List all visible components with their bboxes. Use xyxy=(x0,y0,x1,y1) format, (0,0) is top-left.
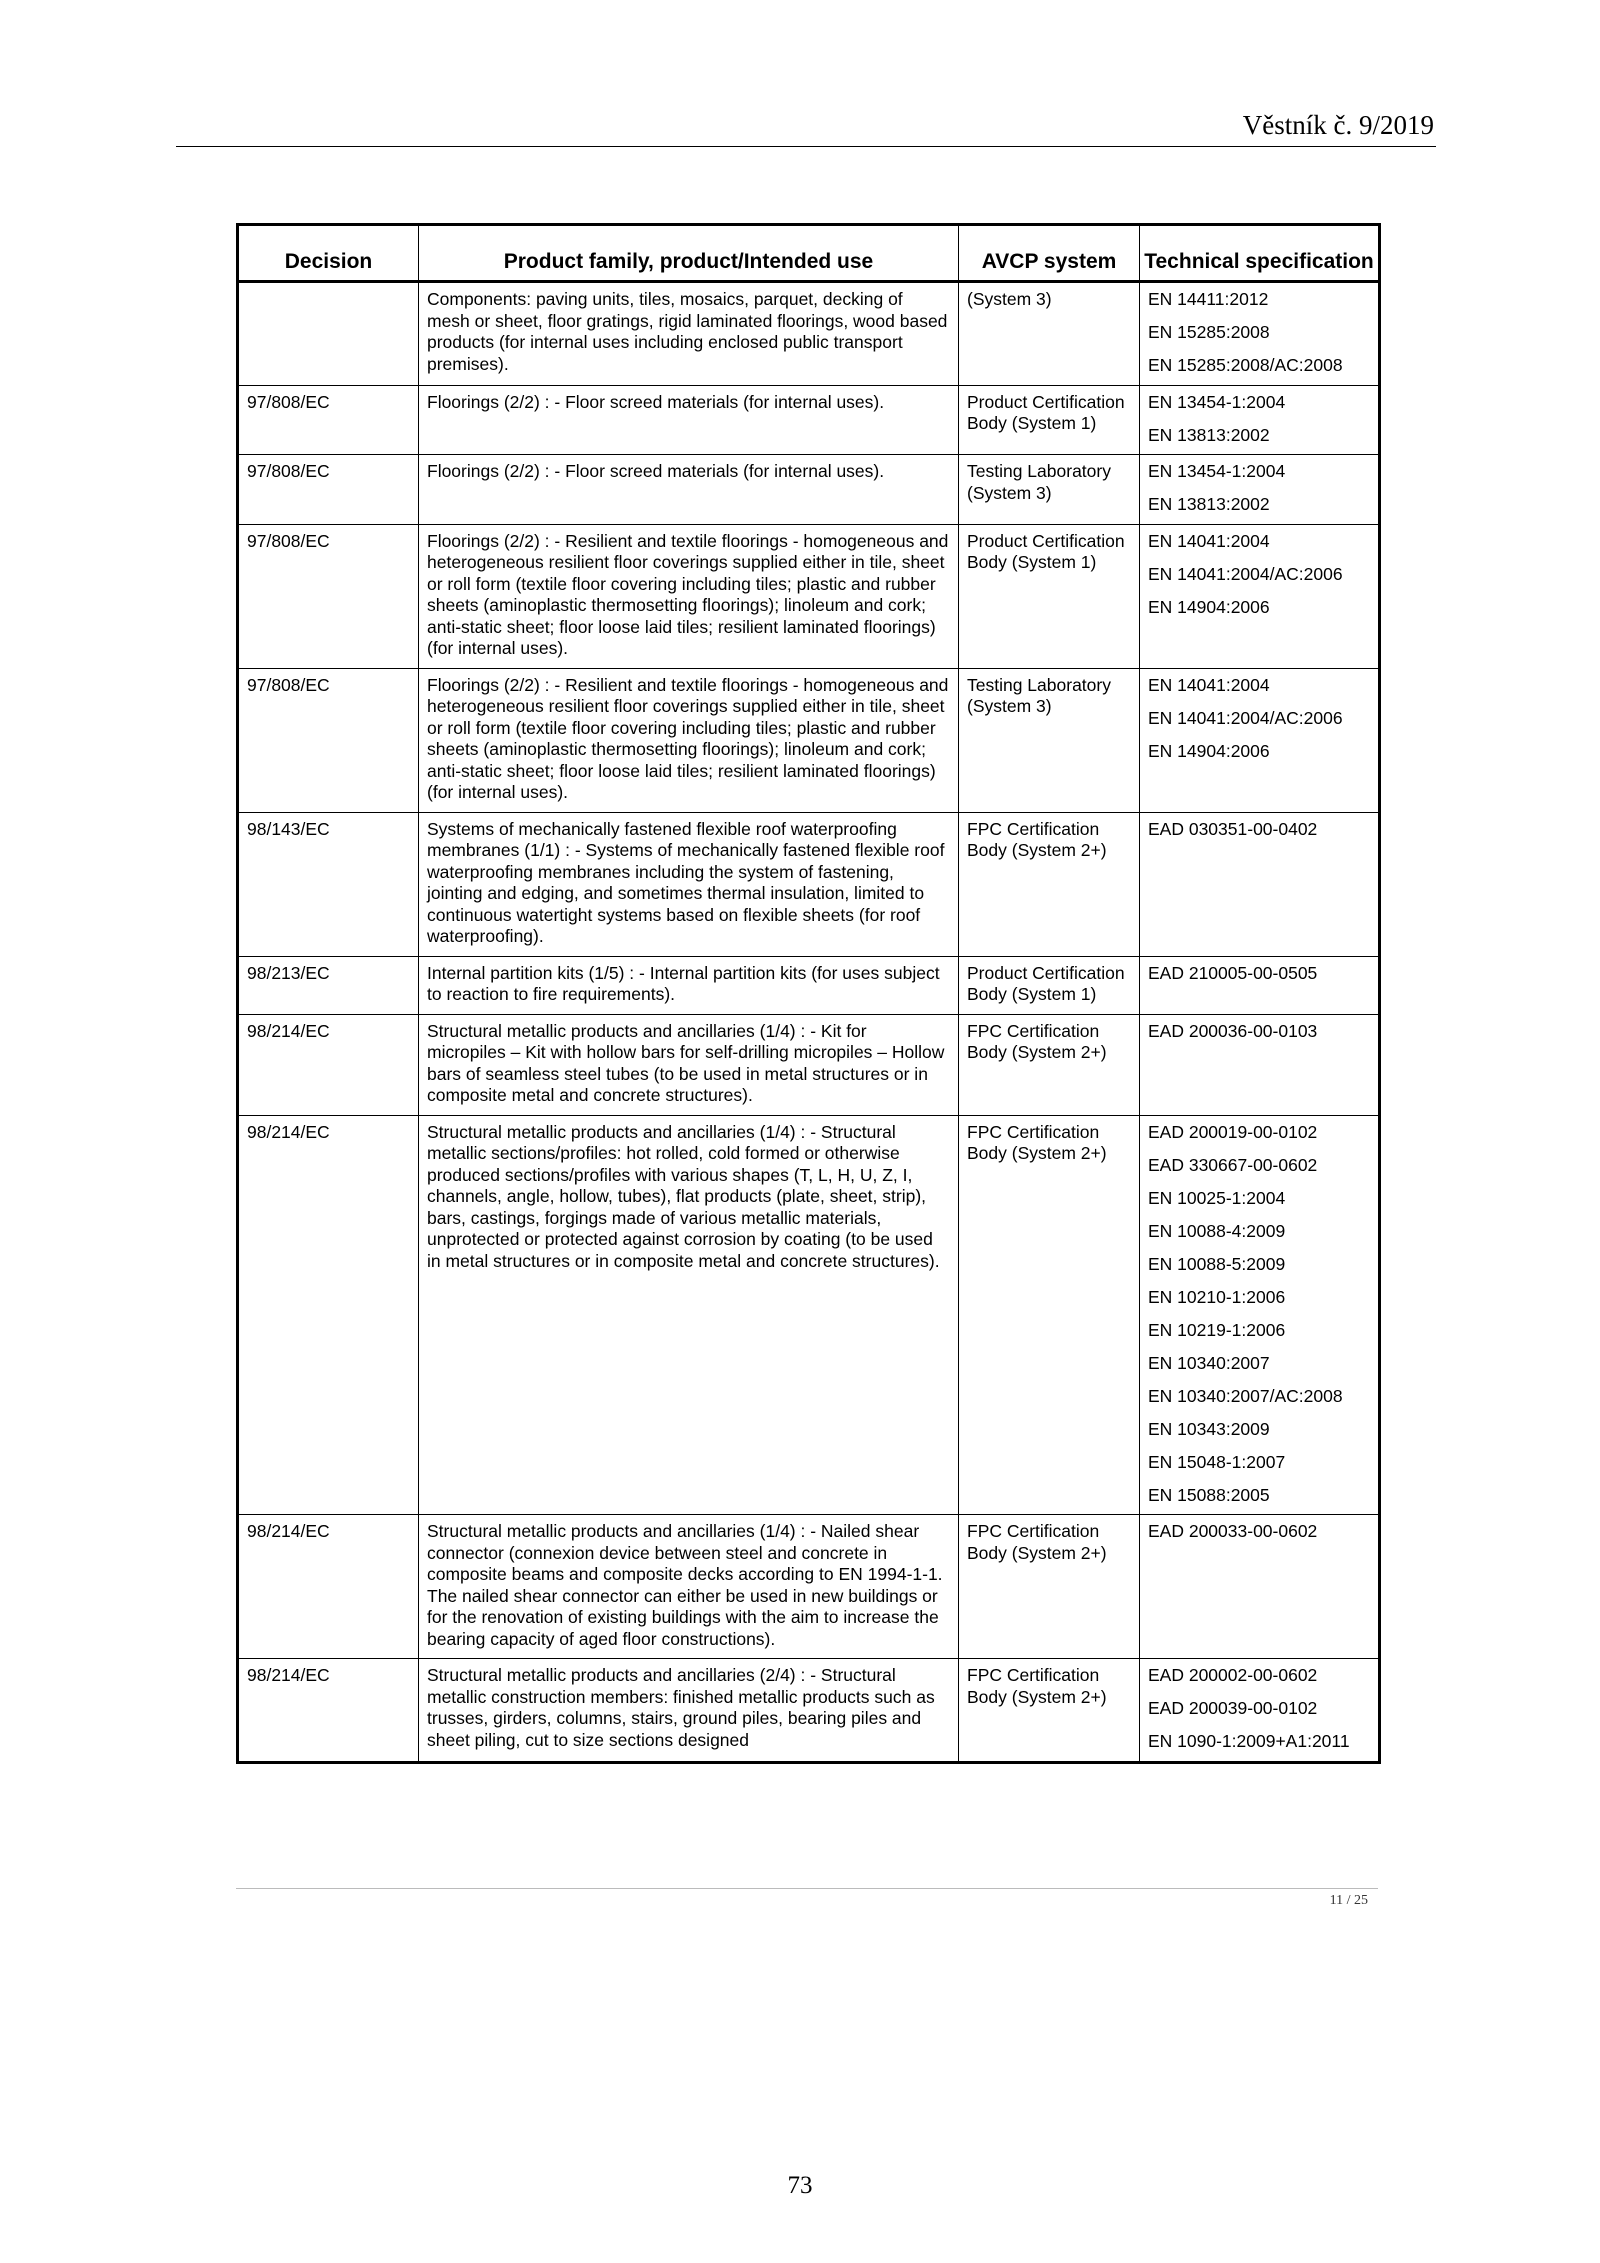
avcp-cell: FPC Certification Body (System 2+) xyxy=(959,1014,1140,1115)
specification-item: EN 13454-1:2004 xyxy=(1148,391,1286,412)
product-cell: Systems of mechanically fastened flexible roof waterproofing membranes (1/1) : - Systems of mechanically fastened flexible roof waterproofing membranes including the system of fastening, jointing and edging, and sometimes thermal insulation, limited to continuous watertight systems based on flexible sheets (for roof waterproofing). xyxy=(419,812,959,956)
specification-item: EN 10210-1:2006 xyxy=(1148,1286,1286,1307)
product-cell: Structural metallic products and ancillaries (2/4) : - Structural metallic construction members: finished metallic products such as trusses, girders, columns, stairs, ground piles, bearing piles and sheet piling, cut to size sections designed xyxy=(419,1659,959,1763)
specification-item: EN 15285:2008/AC:2008 xyxy=(1148,355,1343,375)
specification-item: EN 13454-1:2004 xyxy=(1148,461,1286,481)
table-row xyxy=(238,956,1380,1014)
specification-item: EN 10025-1:2004 xyxy=(1148,1187,1286,1208)
avcp-cell: Product Certification Body (System 1) xyxy=(959,385,1140,455)
specification-item: EN 10343:2009 xyxy=(1148,1418,1270,1439)
specification-cell xyxy=(1140,455,1380,525)
column-header-specification: Technical specification xyxy=(1140,225,1380,282)
table-row xyxy=(238,812,1380,956)
product-cell: Structural metallic products and ancillaries (1/4) : - Nailed shear connector (connexion device between steel and concrete in composite beams and composite decks according to EN 1994-1-1. The nailed shear connector can either be used in new buildings or for the renovation of existing buildings with the aim to increase the bearing capacity of aged floor constructions). xyxy=(419,1515,959,1659)
avcp-cell: Product Certification Body (System 1) xyxy=(959,524,1140,668)
table-row xyxy=(238,455,1380,525)
header-rule xyxy=(176,146,1436,147)
avcp-cell: Testing Laboratory (System 3) xyxy=(959,455,1140,525)
decision-cell: 98/214/EC xyxy=(238,1515,419,1659)
table-row xyxy=(238,524,1380,668)
specification-item: EN 14041:2004 xyxy=(1148,530,1270,551)
specification-cell xyxy=(1140,282,1380,386)
avcp-cell: Product Certification Body (System 1) xyxy=(959,956,1140,1014)
specification-item: EN 13813:2002 xyxy=(1148,424,1270,445)
specification-cell xyxy=(1140,668,1380,812)
product-cell: Floorings (2/2) : - Floor screed materials (for internal uses). xyxy=(419,455,959,525)
specification-item: EN 1090-1:2009+A1:2011 xyxy=(1148,1731,1350,1751)
product-cell: Structural metallic products and ancillaries (1/4) : - Structural metallic sections/profiles: hot rolled, cold formed or otherwise produced sections/profiles with various shapes (T, L, H, U, Z, I, channels, angle, hollow, tubes), flat products (plate, sheet, strip), bars, castings, forgings made of various metallic materials, unprotected or protected against corrosion by coating (to be used in metal structures or in composite metal and concrete structures). xyxy=(419,1115,959,1515)
column-header-decision: Decision xyxy=(238,225,419,282)
specification-cell xyxy=(1140,1014,1380,1115)
decision-cell: 97/808/EC xyxy=(238,668,419,812)
specification-item: EN 15285:2008 xyxy=(1148,322,1270,342)
specification-item: EN 10088-5:2009 xyxy=(1148,1253,1286,1274)
decision-cell: 97/808/EC xyxy=(238,455,419,525)
table-row xyxy=(238,1115,1380,1515)
decision-cell: 97/808/EC xyxy=(238,524,419,668)
avcp-cell: FPC Certification Body (System 2+) xyxy=(959,1115,1140,1515)
avcp-cell: FPC Certification Body (System 2+) xyxy=(959,1659,1140,1763)
table-header-row xyxy=(238,225,1380,282)
specification-item: EN 14904:2006 xyxy=(1148,596,1270,617)
page-counter: 11 / 25 xyxy=(1329,1893,1368,1908)
specification-cell xyxy=(1140,956,1380,1014)
table-row xyxy=(238,1014,1380,1115)
specification-cell xyxy=(1140,1115,1380,1515)
decision-cell: 98/214/EC xyxy=(238,1014,419,1115)
table-body xyxy=(238,282,1380,1763)
product-cell: Floorings (2/2) : - Resilient and textile floorings - homogeneous and heterogeneous resilient floor coverings supplied either in tile, sheet or roll form (textile floor covering including tiles; plastic and rubber sheets (aminoplastic thermosetting floorings); linoleum and cork; anti-static sheet; floor loose laid tiles; resilient laminated floorings) (for internal uses). xyxy=(419,524,959,668)
table-row xyxy=(238,668,1380,812)
specification-item: EN 10219-1:2006 xyxy=(1148,1319,1286,1340)
specification-item: EAD 200002-00-0602 xyxy=(1148,1665,1318,1685)
specification-item: EN 14041:2004/AC:2006 xyxy=(1148,707,1343,728)
decision-cell: 97/808/EC xyxy=(238,385,419,455)
specification-item: EAD 030351-00-0402 xyxy=(1148,818,1318,839)
journal-title: Věstník č. 9/2019 xyxy=(1242,110,1434,140)
product-cell: Components: paving units, tiles, mosaics, parquet, decking of mesh or sheet, floor gratings, rigid laminated floorings, wood based products (for internal uses including enclosed public transport premises). xyxy=(419,282,959,386)
specification-item: EN 14904:2006 xyxy=(1148,740,1270,761)
specification-table xyxy=(236,223,1381,1764)
product-cell: Internal partition kits (1/5) : - Internal partition kits (for uses subject to reaction to fire requirements). xyxy=(419,956,959,1014)
avcp-cell: FPC Certification Body (System 2+) xyxy=(959,1515,1140,1659)
specification-item: EN 13813:2002 xyxy=(1148,494,1270,514)
specification-item: EAD 200033-00-0602 xyxy=(1148,1521,1318,1541)
specification-cell xyxy=(1140,524,1380,668)
decision-cell: 98/214/EC xyxy=(238,1115,419,1515)
product-cell: Floorings (2/2) : - Floor screed materials (for internal uses). xyxy=(419,385,959,455)
specification-item: EAD 330667-00-0602 xyxy=(1148,1154,1318,1175)
specification-item: EN 10088-4:2009 xyxy=(1148,1220,1286,1241)
specification-item: EN 10340:2007 xyxy=(1148,1352,1270,1373)
avcp-cell: FPC Certification Body (System 2+) xyxy=(959,812,1140,956)
specification-cell xyxy=(1140,1515,1380,1659)
footer-rule xyxy=(236,1888,1378,1889)
specification-item: EN 14411:2012 xyxy=(1148,289,1269,309)
column-header-avcp: AVCP system xyxy=(959,225,1140,282)
avcp-cell: (System 3) xyxy=(959,282,1140,386)
column-header-product: Product family, product/Intended use xyxy=(419,225,959,282)
decision-cell: 98/214/EC xyxy=(238,1659,419,1763)
decision-cell: 98/143/EC xyxy=(238,812,419,956)
specification-item: EN 15048-1:2007 xyxy=(1148,1451,1286,1472)
specification-item: EN 15088:2005 xyxy=(1148,1484,1270,1505)
specification-item: EN 14041:2004/AC:2006 xyxy=(1148,563,1343,584)
specification-item: EAD 200019-00-0102 xyxy=(1148,1121,1318,1142)
product-cell: Structural metallic products and ancillaries (1/4) : - Kit for micropiles – Kit with hollow bars for self-drilling micropiles – Hollow bars of seamless steel tubes (to be used in metal structures or in composite metal and concrete structures). xyxy=(419,1014,959,1115)
table-row xyxy=(238,385,1380,455)
decision-cell: 98/213/EC xyxy=(238,956,419,1014)
specification-item: EAD 200036-00-0103 xyxy=(1148,1020,1318,1041)
table-row xyxy=(238,1515,1380,1659)
specification-cell xyxy=(1140,385,1380,455)
product-cell: Floorings (2/2) : - Resilient and textile floorings - homogeneous and heterogeneous resilient floor coverings supplied either in tile, sheet or roll form (textile floor covering including tiles; plastic and rubber sheets (aminoplastic thermosetting floorings); linoleum and cork; anti-static sheet; floor loose laid tiles; resilient laminated floorings) (for internal uses). xyxy=(419,668,959,812)
specification-item: EAD 200039-00-0102 xyxy=(1148,1698,1318,1718)
specification-item: EN 14041:2004 xyxy=(1148,674,1270,695)
table-row xyxy=(238,1659,1380,1763)
specification-cell xyxy=(1140,812,1380,956)
specification-item: EN 10340:2007/AC:2008 xyxy=(1148,1385,1343,1406)
specification-cell xyxy=(1140,1659,1380,1763)
page-number: 73 xyxy=(787,2172,813,2199)
avcp-cell: Testing Laboratory (System 3) xyxy=(959,668,1140,812)
table-row xyxy=(238,282,1380,386)
specification-item: EAD 210005-00-0505 xyxy=(1148,962,1318,983)
decision-cell xyxy=(238,282,419,386)
